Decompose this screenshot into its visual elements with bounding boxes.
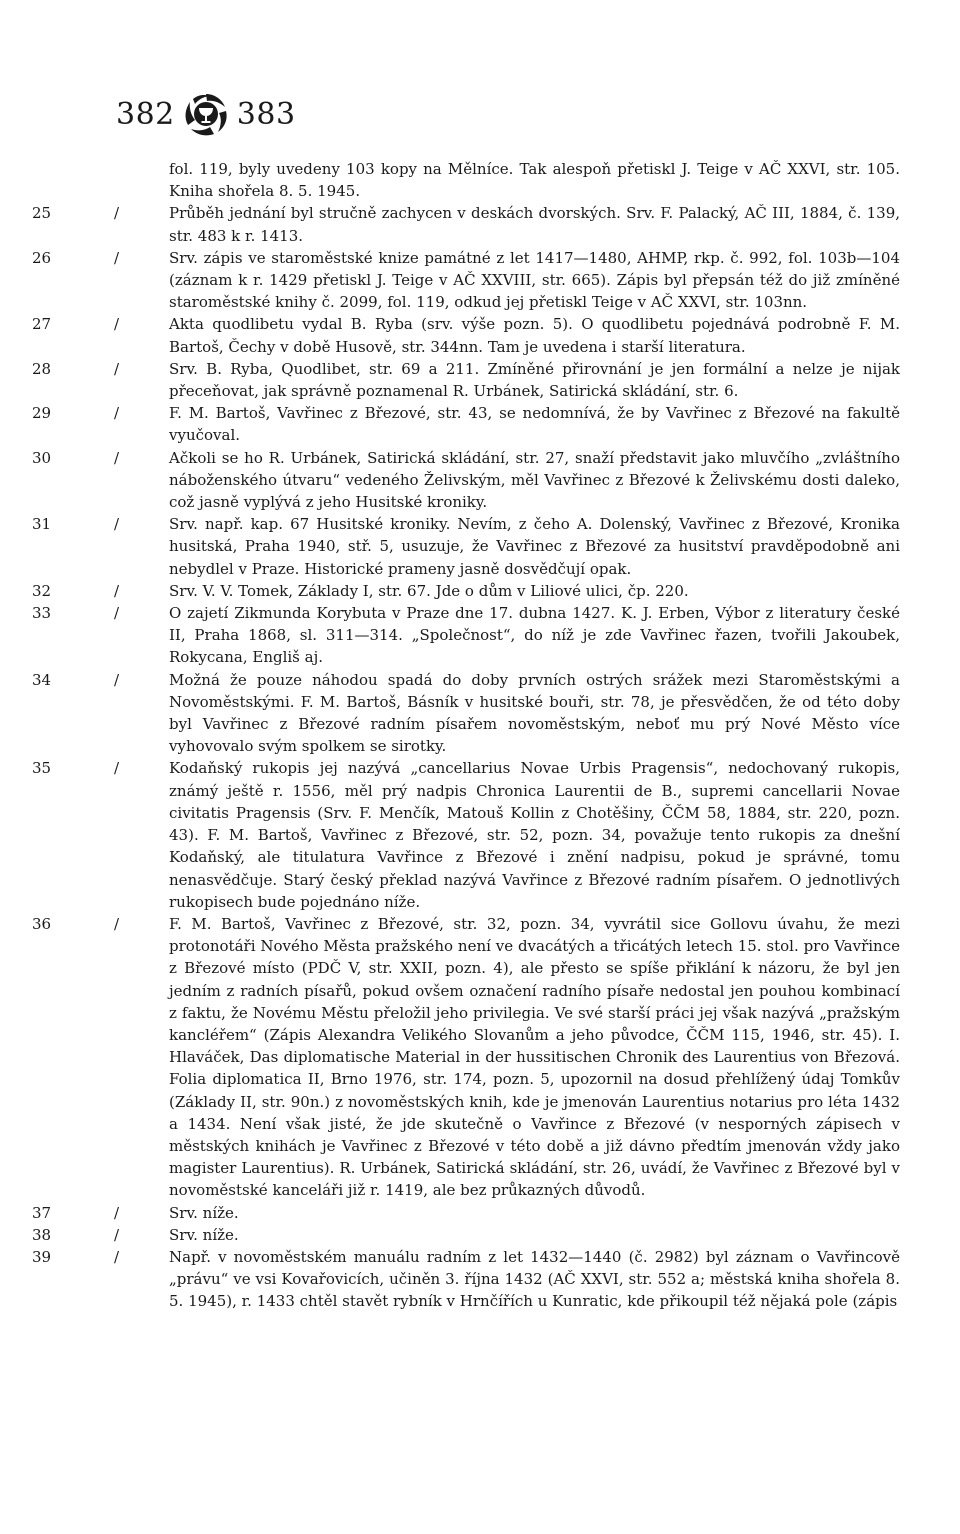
footnote-text: Srv. zápis ve staroměstské knize památné z let 1417—1480, AHMP, rkp. č. 992, fol. 103b—104 (záznam k r. 1429 přetiskl J. Teige v AČ XXVIII, str. 665). Zápis byl přepsán též do již zmíněné staroměstské knihy č. 2099, fol. 119, odkud jej přetiskl Teige v AČ XXVI, str. 103nn. [169,248,900,312]
footnote-number: 34 [32,670,52,689]
footnote-text: Průběh jednání byl stručně zachycen v deskách dvorských. Srv. F. Palacký, AČ III, 1884, č. 139, str. 483 k r. 1413. [169,204,900,245]
footnote-marker: / [114,404,120,423]
chalice-emblem-icon [183,91,229,137]
footnote-number: 32 [32,581,52,600]
footnote-number: 39 [32,1247,52,1266]
footnote-26 [30,247,900,314]
footnote-number: 33 [32,604,52,623]
right-page-number: 383 [236,96,296,132]
footnote-30 [30,447,900,514]
footnote-marker: / [114,1247,120,1266]
footnote-marker: / [114,448,120,467]
footnote-number: 35 [32,759,52,778]
footnote-marker: / [114,914,120,933]
footnote-text: Ačkoli se ho R. Urbánek, Satirická skládání, str. 27, snaží představit jako mluvčího „zvláštního náboženského útvaru“ vedeného Želivským, měl Vavřinec z Březové k Želivskému dosti daleko, což jasně vyplývá z jeho Husitské kroniky. [169,448,900,512]
footnote-33 [30,602,900,669]
footnote-28 [30,358,900,402]
footnote-number: 29 [32,404,52,423]
footnote-29 [30,402,900,446]
footnote-text: Srv. níže. [169,1203,239,1222]
footnote-39 [30,1246,900,1313]
footnote-text: Akta quodlibetu vydal B. Ryba (srv. výše pozn. 5). O quodlibetu pojednává podrobně F. M. Bartoš, Čechy v době Husově, str. 344nn. Tam je uvedena i starší literatura. [169,315,900,356]
footnote-number: 27 [32,315,52,334]
footnote-number: 25 [32,204,52,223]
footnote-31 [30,513,900,580]
footnote-marker: / [114,1225,120,1244]
footnote-text: Např. v novoměstském manuálu radním z let 1432—1440 (č. 2982) byl záznam o Vavřincově „právu“ ve vsi Kovařovicích, učiněn 3. října 1432 (AČ XXVI, str. 552 a; městská kniha shořela 8. 5. 1945), r. 1433 chtěl stavět rybník v Hrnčířích u Kunratic, kde přikoupil též nějaká pole (zápis [169,1247,900,1311]
footnotes-list [30,158,900,1313]
footnote-number: 38 [32,1225,52,1244]
footnote-34 [30,669,900,758]
footnote-marker: / [114,248,120,267]
footnote-marker: / [114,359,120,378]
footnote-25 [30,202,900,246]
left-page-number: 382 [116,96,175,132]
footnote-number: 28 [32,359,52,378]
footnote-number: 36 [32,914,52,933]
footnote-36 [30,913,900,1202]
footnote-32 [30,580,900,602]
footnote-marker: / [114,1203,120,1222]
footnote-marker: / [114,581,120,600]
footnote-continuation [30,158,900,202]
footnote-marker: / [114,315,120,334]
footnote-text: F. M. Bartoš, Vavřinec z Březové, str. 32, pozn. 34, vyvrátil sice Gollovu úvahu, že mezi protonotáři Nového Města pražského není ve dvacátých a třicátých letech 15. stol. pro Vavřince z Březové místo (PDČ V, str. XXII, pozn. 4), ale přesto se spíše přiklání k názoru, že byl jen jedním z radních písařů, pokud ovšem označení radního písaře nedostal jen pouhou kombinací z faktu, že Novému Městu přeložil jeho privilegia. Ve své starší práci jej však nazývá „pražským kancléřem“ (Zápis Alexandra Velikého Slovanům a jeho původce, ČČM 115, 1946, str. 45). I. Hlaváček, Das diplomatische Material in der hussitischen Chronik des Laurentius von Březová. Folia diplomatica II, Brno 1976, str. 174, pozn. 5, upozornil na dosud přehlížený údaj Tomkův (Základy II, str. 90n.) z novoměstských knih, kde je jmenován Laurentius notarius pro léta 1432 a 1434. Není však jisté, že jde skutečně o Vavřince z Březové (v nesporných zápisech v městských knihách je Vavřinec z Březové v této době a již dávno předtím jmenován vždy jako magister Laurentius). R. Urbánek, Satirická skládání, str. 26, uvádí, že Vavřinec z Březové byl v novoměstské kanceláři již r. 1419, ale bez průkazných důvodů. [169,914,900,1200]
footnote-text: O zajetí Zikmunda Korybuta v Praze dne 17. dubna 1427. K. J. Erben, Výbor z literatury české II, Praha 1868, sl. 311—314. „Společnost“, do níž je zde Vavřinec řazen, tvořili Jakoubek, Rokycana, Engliš aj. [169,604,900,667]
footnote-text: Kodaňský rukopis jej nazývá „cancellarius Novae Urbis Pragensis“, nedochovaný rukopis, známý ještě r. 1556, měl prý nadpis Chronica Laurentii de B., supremi cancellarii Novae civitatis Pragensis (Srv. F. Menčík, Matouš Kollin z Chotěšiny, ČČM 58, 1884, str. 220, pozn. 43). F. M. Bartoš, Vavřinec z Březové, str. 52, pozn. 34, považuje tento rukopis za dnešní Kodaňský, ale titulatura Vavřince z Březové i znění nadpisu, pokud je správné, tomu nenasvědčuje. Starý český překlad nazývá Vavřince z Březové radním písařem. O jednotlivých rukopisech bude pojednáno níže. [169,759,900,911]
footnote-38 [30,1224,900,1246]
footnote-text: fol. 119, byly uvedeny 103 kopy na Mělníce. Tak alespoň přetiskl J. Teige v AČ XXVI, str. 105. Kniha shořela 8. 5. 1945. [169,160,900,201]
footnote-text: Srv. B. Ryba, Quodlibet, str. 69 a 211. Zmíněné přirovnání je jen formální a nelze je nijak přeceňovat, jak správně poznamenal R. Urbánek, Satirická skládání, str. 6. [169,359,900,401]
footnote-marker: / [114,204,120,223]
footnote-marker: / [114,759,120,778]
footnote-27 [30,313,900,357]
footnote-number: 26 [32,248,52,267]
footnote-text: F. M. Bartoš, Vavřinec z Březové, str. 43, se nedomnívá, že by Vavřinec z Březové na fakultě vyučoval. [169,404,900,445]
footnote-number: 30 [32,448,52,467]
page-header [116,88,296,140]
footnote-text: Možná že pouze náhodou spadá do doby prvních ostrých srážek mezi Staroměstskými a Novoměstskými. F. M. Bartoš, Básník v husitské bouři, str. 78, je přesvědčen, že od této doby byl Vavřinec z Březové radním písařem novoměstským, neboť mu prý Nové Město více vyhovovalo svým spolkem se sirotky. [169,670,900,756]
footnote-number: 37 [32,1203,52,1222]
footnote-37 [30,1202,900,1224]
footnote-text: Srv. níže. [169,1225,239,1244]
footnote-marker: / [114,604,120,623]
footnote-text: Srv. např. kap. 67 Husitské kroniky. Nevím, z čeho A. Dolenský, Vavřinec z Březové, Kronika husitská, Praha 1940, stř. 5, usuzuje, že Vavřinec z Březové za husitství pravděpodobně ani nebydlel v Praze. Historické prameny jasně dosvědčují opak. [169,515,900,578]
footnote-35 [30,757,900,912]
footnote-text: Srv. V. V. Tomek, Základy I, str. 67. Jde o dům v Liliové ulici, čp. 220. [169,581,689,600]
footnote-number: 31 [32,515,52,534]
footnote-marker: / [114,670,120,689]
footnote-marker: / [114,515,120,534]
